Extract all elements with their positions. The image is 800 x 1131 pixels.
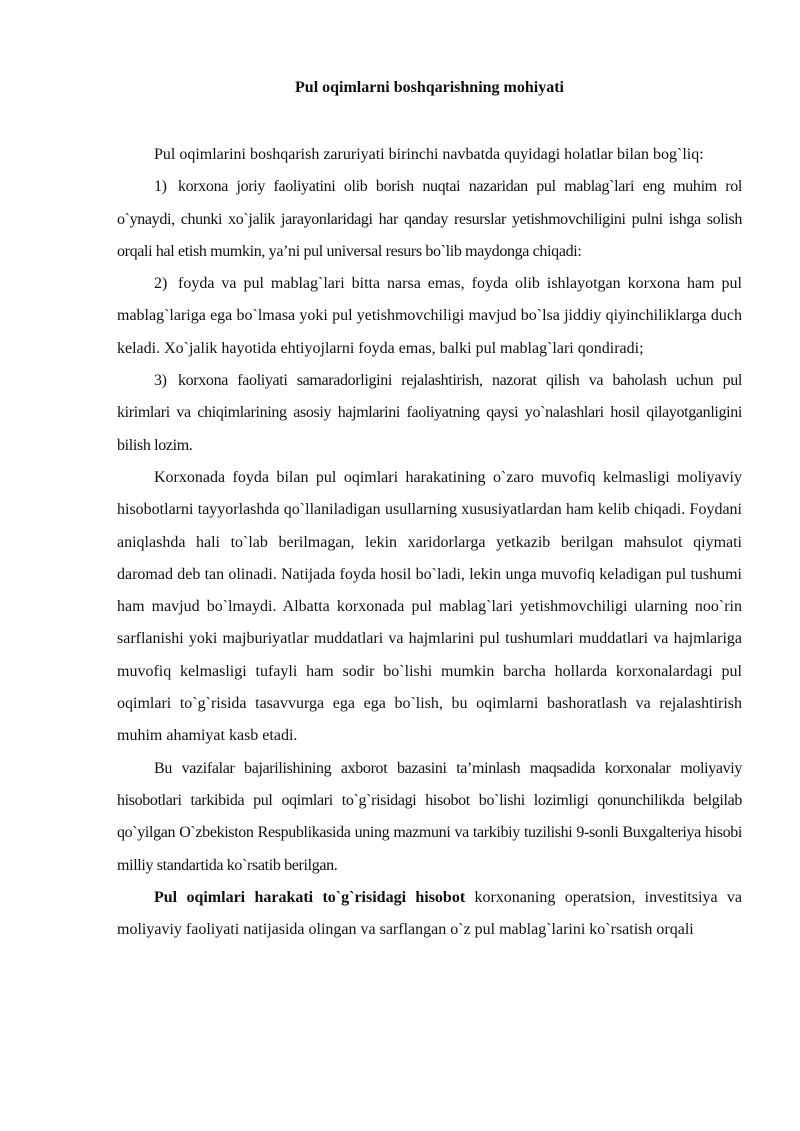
- body-paragraph-2: Korxonada foyda bilan pul oqimlari harakatining o`zaro muvofiq kelmasligi moliyaviy hisobotlarni tayyorlashda qo`llaniladigan usullarning xususiyatlardan ham kelib chiqadi. Foydani aniqlashda hali to`lab berilmagan, lekin xaridorlarga yetkazib berilgan mahsulot qiymati daromad deb tan olinadi. Natijada foyda hosil bo`ladi, lekin unga muvofiq keladigan pul tushumi ham mavjud bo`lmaydi. Albatta korxonada pul mablag`lari yetishmovchiligi ularning noo`rin sarflanishi yoki majburiyatlar muddatlari va hajmlarini pul tushumlari muddatlari va hajmlariga muvofiq kelmasligi tufayli ham sodir bo`lishi mumkin barcha hollarda korxonalardagi pul oqimlari to`g`risida tasavvurga ega ega bo`lish, bu oqimlarni bashoratlash va rejalashtirish muhim ahamiyat kasb etadi.: [117, 468, 742, 745]
- list-text: korxona faoliyati samaradorligini rejalashtirish, nazorat qilish va baholash uchun pul kirimlari va chiqimlarining asosiy hajmlarini faoliyatning qaysi yo`nalashlari hosil qilayotganligini bilish lozim.: [117, 372, 742, 454]
- list-item-3: [117, 365, 742, 462]
- body-paragraph-4-text: korxonaning operatsion, investitsiya va moliyaviy faoliyati natijasida olingan va sarflangan o`z pul mablag`larini ko`rsatish orqali: [117, 888, 742, 939]
- list-text: foyda va pul mablag`lari bitta narsa emas, foyda olib ishlayotgan korxona ham pul mablag`lariga ega bo`lmasa yoki pul yetishmovchiligi mavjud bo`lsa jiddiy qiyinchiliklarga duch keladi. Xo`jalik hayotida ehtiyojlarni foyda emas, balki pul mablag`lari qondiradi;: [117, 275, 742, 357]
- list-text: korxona joriy faoliyatini olib borish nuqtai nazaridan pul mablag`lari eng muhim rol o`ynaydi, chunki xo`jalik jarayonlaridagi har qanday resurslar yetishmovchiligini pulni ishga solish orqali hal etish mumkin, ya’ni pul universal resurs bo`lib maydonga chiqadi:: [117, 178, 742, 260]
- body-paragraph-4: [117, 882, 742, 947]
- document-title: Pul oqimlarni boshqarishning mohiyati: [295, 79, 564, 96]
- list-number: 1): [154, 178, 167, 196]
- intro-paragraph: Pul oqimlarini boshqarish zaruriyati birinchi navbatda quyidagi holatlar bilan bog`liq:: [154, 146, 704, 163]
- list-number: 2): [154, 275, 168, 293]
- body-paragraph-3: Bu vazifalar bajarilishining axborot bazasini ta’minlash maqsadida korxonalar moliyaviy hisobotlari tarkibida pul oqimlari to`g`risidagi hisobot bo`lishi lozimligi qonunchilikda belgilab qo`yilgan O`zbekiston Respublikasida uning mazmuni va tarkibiy tuzilishi 9-sonli Buxgalteriya hisobi milliy standartida ko`rsatib berilgan.: [117, 759, 742, 874]
- report-term: Pul oqimlari harakati to`g`risidagi hisobot: [154, 888, 466, 906]
- list-item-2: [117, 268, 742, 365]
- title-spacer: [117, 101, 742, 139]
- list-item-1: [117, 171, 742, 268]
- list-number: 3): [154, 372, 167, 390]
